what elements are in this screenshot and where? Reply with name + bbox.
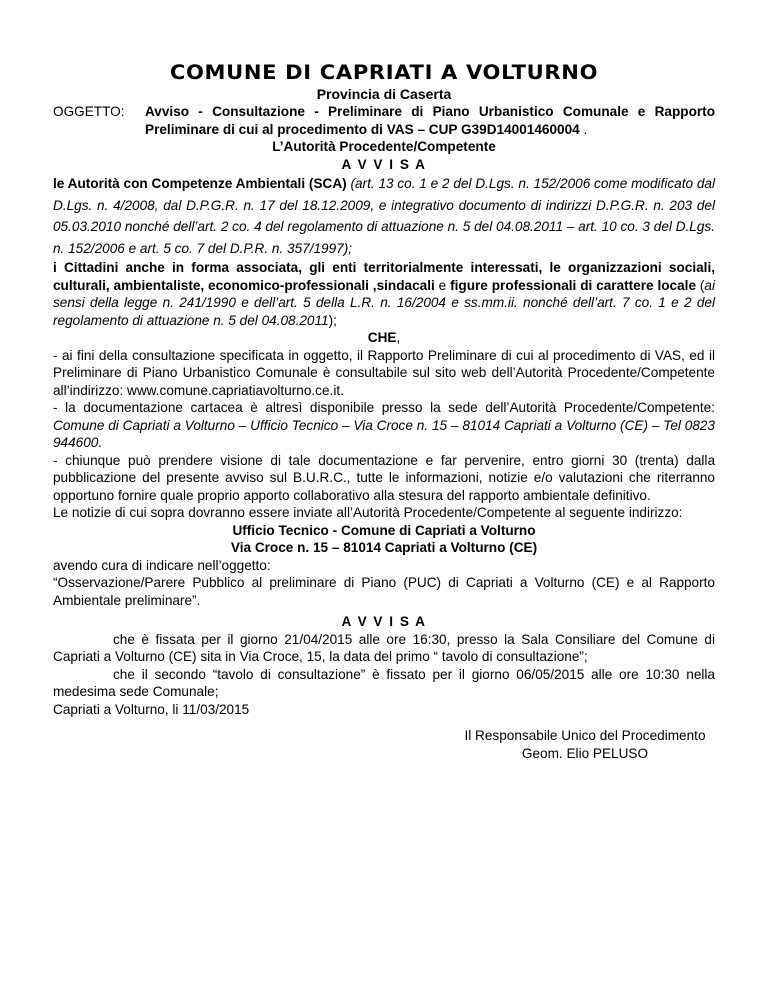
avvisa-heading-1: A V V I S A xyxy=(341,156,427,172)
citizens-bold-1: i Cittadini anche in forma associata, gli enti territorialmente interessati, le organizzazioni sociali, culturali, ambientaliste, economico-professionali ,sindacali xyxy=(53,260,715,293)
subject-row xyxy=(53,103,715,138)
citizens-bold-2: figure professionali di carattere locale xyxy=(450,277,696,293)
citizens-close: ); xyxy=(328,312,337,328)
province-subtitle: Provincia di Caserta xyxy=(316,86,452,102)
bullet-1-text: - ai fini della consultazione specificata in oggetto, il Rapporto Preliminare di cui al procedimento di VAS, ed il Preliminare di Piano Urbanistico Comunale è consultabile sul sito web dell’Autorità Procedente/Competente all’indirizzo: xyxy=(53,347,715,398)
citizens-paragraph xyxy=(53,259,715,329)
meeting-2: che il secondo “tavolo di consultazione” è fissato per il giorno 06/05/2015 alle ore 10:30 nella medesima sede Comunale; xyxy=(53,666,715,699)
subject-text-main: Avviso - Consultazione - Preliminare di Piano Urbanistico Comunale e Rapporto Preliminare di cui al procedimento di VAS – CUP G39D14001460004 xyxy=(145,104,715,137)
bullet-2 xyxy=(53,399,715,452)
website-link[interactable]: www.comune.capriatiavolturno.ce.it. xyxy=(127,382,344,398)
sca-italic: (art. 13 co. 1 e 2 del D.Lgs. n. 152/2006 come modificato dal D.Lgs. n. 4/2008, dal D.P.G.R. n. 17 del 18.12.2009, e integrativo documento di indirizzi D.P.G.R. n. 203 del 05.03.2010 nonché dell’art. 2 co. 4 del regolamento di attuazione n. 5 del 04.08.2011 – art. 10 co. 3 del D.Lgs. n. 152/2006 e art. 5 co. 7 del D.P.R. n. 357/1997); xyxy=(53,176,715,256)
subject-text-end: . xyxy=(579,121,588,137)
subject-instruction: avendo cura di indicare nell’oggetto: xyxy=(53,557,271,573)
authority-line: L’Autorità Procedente/Competente xyxy=(272,139,496,154)
bullet-2-italic: Comune di Capriati a Volturno – Ufficio Tecnico – Via Croce n. 15 – 81014 Capriati a Volturno (CE) – Tel 0823 944600. xyxy=(53,417,715,450)
address-line-2: Via Croce n. 15 – 81014 Capriati a Volturno (CE) xyxy=(230,540,538,555)
meeting-1: che è fissata per il giorno 21/04/2015 alle ore 16:30, presso la Sala Consiliare del Comune di Capriati a Volturno (CE) sita in Via Croce, 15, la data del primo “ tavolo di consultazione”; xyxy=(53,631,715,664)
signature-name: Geom. Elio PELUSO xyxy=(521,745,649,761)
citizens-open: ( xyxy=(696,277,705,293)
signature-role: Il Responsabile Unico del Procedimento xyxy=(464,728,706,743)
citizens-italic: ai sensi della legge n. 241/1990 e dell’art. 5 della L.R. n. 16/2004 e ss.mm.ii. nonché dell’art. 7 co. 1 e 2 del regolamento di attuazione n. 5 del 04.08.2011 xyxy=(53,277,715,328)
address-line-1: Ufficio Tecnico - Comune di Capriati a Volturno xyxy=(232,522,536,538)
notice-address-intro: Le notizie di cui sopra dovranno essere inviate all’Autorità Procedente/Competente al seguente indirizzo: xyxy=(53,505,683,520)
bullet-1 xyxy=(53,347,715,400)
che-comma: , xyxy=(396,330,401,345)
bullet-2-text: - la documentazione cartacea è altresì disponibile presso la sede dell’Autorità Procedente/Competente: xyxy=(53,400,715,415)
avvisa-heading-2: A V V I S A xyxy=(341,614,427,629)
signature-block xyxy=(53,727,715,762)
che-bold: CHE xyxy=(367,330,397,345)
document-page xyxy=(53,62,715,762)
subject-quote: “Osservazione/Parere Pubblico al preliminare di Piano (PUC) di Capriati a Volturno (CE) e al Rapporto Ambientale preliminare”. xyxy=(53,575,715,608)
citizens-e: e xyxy=(434,277,451,293)
sca-paragraph xyxy=(53,173,715,259)
subject-label: OGGETTO: xyxy=(53,104,125,119)
municipality-title: COMUNE DI CAPRIATI A VOLTURNO xyxy=(169,61,599,84)
bullet-3: - chiunque può prendere visione di tale documentazione e far pervenire, entro giorni 30 (trenta) dalla pubblicazione del presente avviso sul B.U.R.C., tutte le informazioni, notizie e/o valutazioni che riterranno opportuno fornire quale proprio apporto collaborativo alla stesura del rapporto ambientale definitivo. xyxy=(53,452,715,503)
place-date: Capriati a Volturno, li 11/03/2015 xyxy=(53,701,250,717)
subject-text xyxy=(145,103,715,138)
sca-bold: le Autorità con Competenze Ambientali (SCA) xyxy=(53,176,347,191)
che-heading xyxy=(53,329,715,347)
